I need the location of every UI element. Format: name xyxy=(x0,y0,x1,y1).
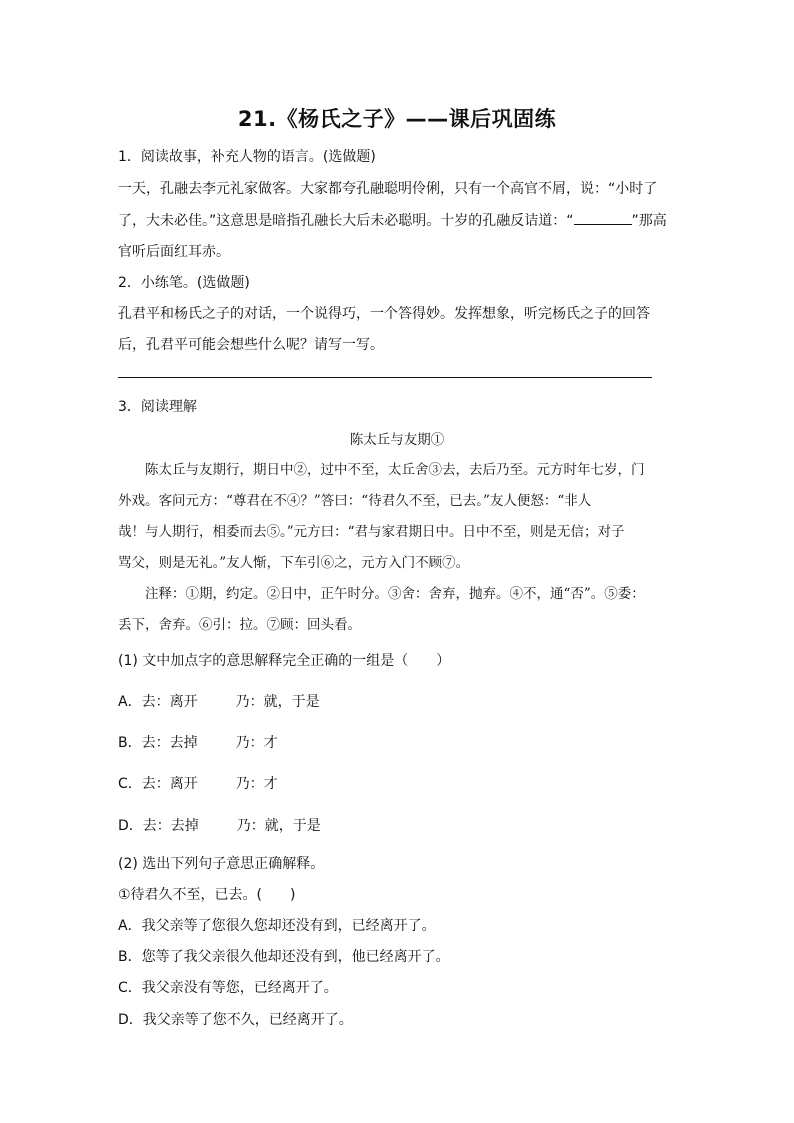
q2-line-1: 孔君平和杨氏之子的对话，一个说得巧，一个答得妙。发挥想象，听完杨氏之子的回答 xyxy=(118,306,650,322)
q1-line-1: 一天，孔融去李元礼家做客。大家都夸孔融聪明伶俐，只有一个高官不屑，说：“小时了 xyxy=(118,181,658,197)
sub2-item: ①待君久不至，已去。( ) xyxy=(118,887,296,903)
sub1-stem: (1) 文中加点字的意思解释完全正确的一组是（ ） xyxy=(118,653,451,669)
option-c-part1: C．去：离开 xyxy=(118,776,198,792)
option-a-part2: 乃：就，于是 xyxy=(235,694,320,710)
q2-heading: 2．小练笔。(选做题) xyxy=(118,275,250,291)
option-c-part2: 乃：才 xyxy=(235,776,278,792)
notes-line-2: 丢下，舍弃。⑥引：拉。⑦顾：回头看。 xyxy=(118,617,361,633)
passage-title: 陈太丘与友期① xyxy=(349,432,445,448)
passage-line-3: 哉！与人期行，相委而去⑤。”元方曰：“君与家君期日中。日中不至，则是无信；对子 xyxy=(118,524,625,540)
sub2-stem: (2) 选出下列句子意思正确解释。 xyxy=(118,856,325,872)
sub1-option-c[interactable] xyxy=(118,773,678,793)
q1-line-3: 官听后面红耳赤。 xyxy=(118,244,230,260)
passage-line-1: 陈太丘与友期行，期日中②，过中不至，太丘舍③去，去后乃至。元方时年七岁，门 xyxy=(118,462,645,478)
option-b-part2: 乃：才 xyxy=(235,735,278,751)
page-title: 21.《杨氏之子》——课后巩固练 xyxy=(237,107,557,131)
q1-heading: 1．阅读故事，补充人物的语言。(选做题) xyxy=(118,149,376,165)
sub1-option-a[interactable] xyxy=(118,691,678,711)
option-d-part1: D．去：去掉 xyxy=(118,818,199,834)
option-d-part2: 乃：就，于是 xyxy=(236,818,321,834)
option-b-part1: B．去：去掉 xyxy=(118,735,198,751)
passage-line-2: 外戏。客问元方：“尊君在不④？”答曰：“待君久不至，已去。”友人便怒：“非人 xyxy=(118,493,592,509)
q2-answer-line[interactable] xyxy=(118,377,652,378)
q1-line-2-tail: ”那高 xyxy=(631,213,667,229)
option-a-part1: A．去：离开 xyxy=(118,694,198,710)
q3-heading: 3．阅读理解 xyxy=(118,399,197,415)
sub1-option-b[interactable] xyxy=(118,732,678,752)
q1-answer-blank[interactable] xyxy=(574,212,632,225)
sub1-option-d[interactable] xyxy=(118,815,678,835)
sub2-option-b[interactable]: B．您等了我父亲很久他却还没有到，他已经离开了。 xyxy=(118,949,450,965)
q2-line-2: 后，孔君平可能会想些什么呢？请写一写。 xyxy=(118,337,384,353)
q1-line-2 xyxy=(118,210,678,230)
sub2-option-a[interactable]: A．我父亲等了您很久您却还没有到，已经离开了。 xyxy=(118,918,436,934)
sub2-option-d[interactable]: D．我父亲等了您不久，已经离开了。 xyxy=(118,1012,353,1028)
q1-line-2-text: 了，大未必佳。”这意思是暗指孔融长大后未必聪明。十岁的孔融反诘道：“ xyxy=(118,213,574,229)
passage-line-4: 骂父，则是无礼。”友人惭，下车引⑥之，元方入门不顾⑦。 xyxy=(118,555,470,571)
sub2-option-c[interactable]: C．我父亲没有等您，已经离开了。 xyxy=(118,980,338,996)
notes-line-1: 注释：①期，约定。②日中，正午时分。③舍：舍弃，抛弃。④不，通“否”。⑤委： xyxy=(118,586,645,602)
